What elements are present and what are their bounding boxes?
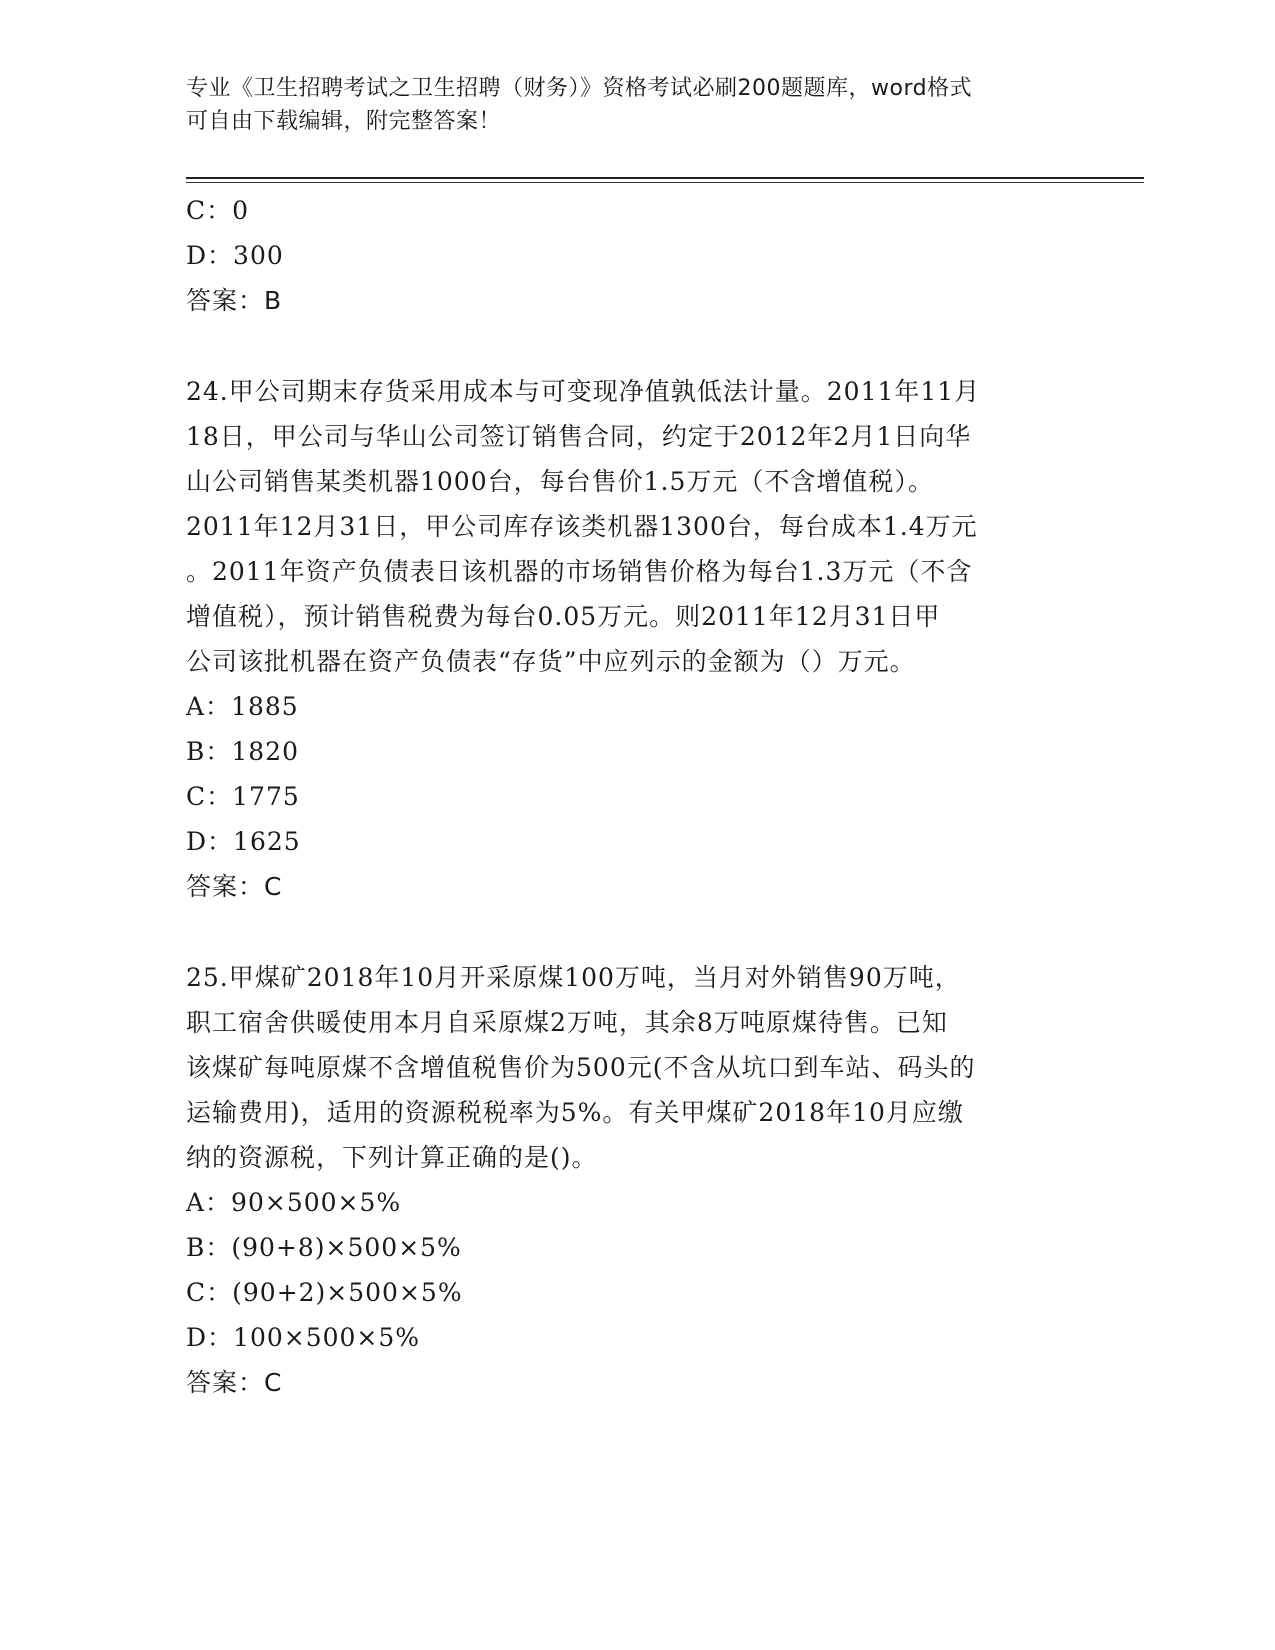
option-b: B：1820	[186, 737, 299, 766]
question-text-line: 该煤矿每吨原煤不含增值税售价为500元(不含从坑口到车站、码头的	[186, 1053, 976, 1082]
page-header	[186, 72, 1066, 138]
answer-line: 答案：C	[186, 1368, 283, 1397]
document-body	[186, 188, 1086, 1405]
question-text-line: 公司该批机器在资产负债表“存货”中应列示的金额为（）万元。	[186, 647, 916, 676]
spacer	[186, 323, 1086, 369]
question-text-line: 职工宿舍供暖使用本月自采原煤2万吨，其余8万吨原煤待售。已知	[186, 1008, 948, 1037]
question-text-line: 25.甲煤矿2018年10月开采原煤100万吨，当月对外销售90万吨，	[186, 963, 961, 992]
answer-line: 答案：B	[186, 286, 283, 315]
option-d: D：1625	[186, 827, 301, 856]
question-text-line: 2011年12月31日，甲公司库存该类机器1300台，每台成本1.4万元	[186, 512, 978, 541]
option-a: A：1885	[186, 692, 299, 721]
header-rule-thick	[186, 177, 1144, 179]
option-d: D：100×500×5%	[186, 1323, 421, 1352]
question-25	[186, 955, 1086, 1405]
option-c: C：0	[186, 196, 250, 225]
option-c: C：(90+2)×500×5%	[186, 1278, 463, 1307]
option-c: C：1775	[186, 782, 300, 811]
question-text-line: 24.甲公司期末存货采用成本与可变现净值孰低法计量。2011年11月	[186, 377, 981, 406]
option-a: A：90×500×5%	[186, 1188, 402, 1217]
option-b: B：(90+8)×500×5%	[186, 1233, 462, 1262]
question-text-line: 18日，甲公司与华山公司签订销售合同，约定于2012年2月1日向华	[186, 422, 972, 451]
question-text-line: 山公司销售某类机器1000台，每台售价1.5万元（不含增值税）。	[186, 467, 934, 496]
answer-line: 答案：C	[186, 872, 283, 901]
prev-question-block	[186, 188, 1086, 323]
header-title-line-2: 可自由下载编辑，附完整答案！	[186, 109, 502, 134]
header-rule-thin	[186, 182, 1144, 183]
question-text-line: 运输费用)，适用的资源税税率为5%。有关甲煤矿2018年10月应缴	[186, 1098, 964, 1127]
question-text-line: 增值税），预计销售税费为每台0.05万元。则2011年12月31日甲	[186, 602, 941, 631]
spacer	[186, 909, 1086, 955]
question-24	[186, 369, 1086, 909]
question-text-line: 。2011年资产负债表日该机器的市场销售价格为每台1.3万元（不含	[186, 557, 973, 586]
option-d: D：300	[186, 241, 284, 270]
question-text-line: 纳的资源税，下列计算正确的是()。	[186, 1143, 598, 1172]
header-title-line-1: 专业《卫生招聘考试之卫生招聘（财务）》资格考试必刷200题题库，word格式	[186, 76, 973, 101]
